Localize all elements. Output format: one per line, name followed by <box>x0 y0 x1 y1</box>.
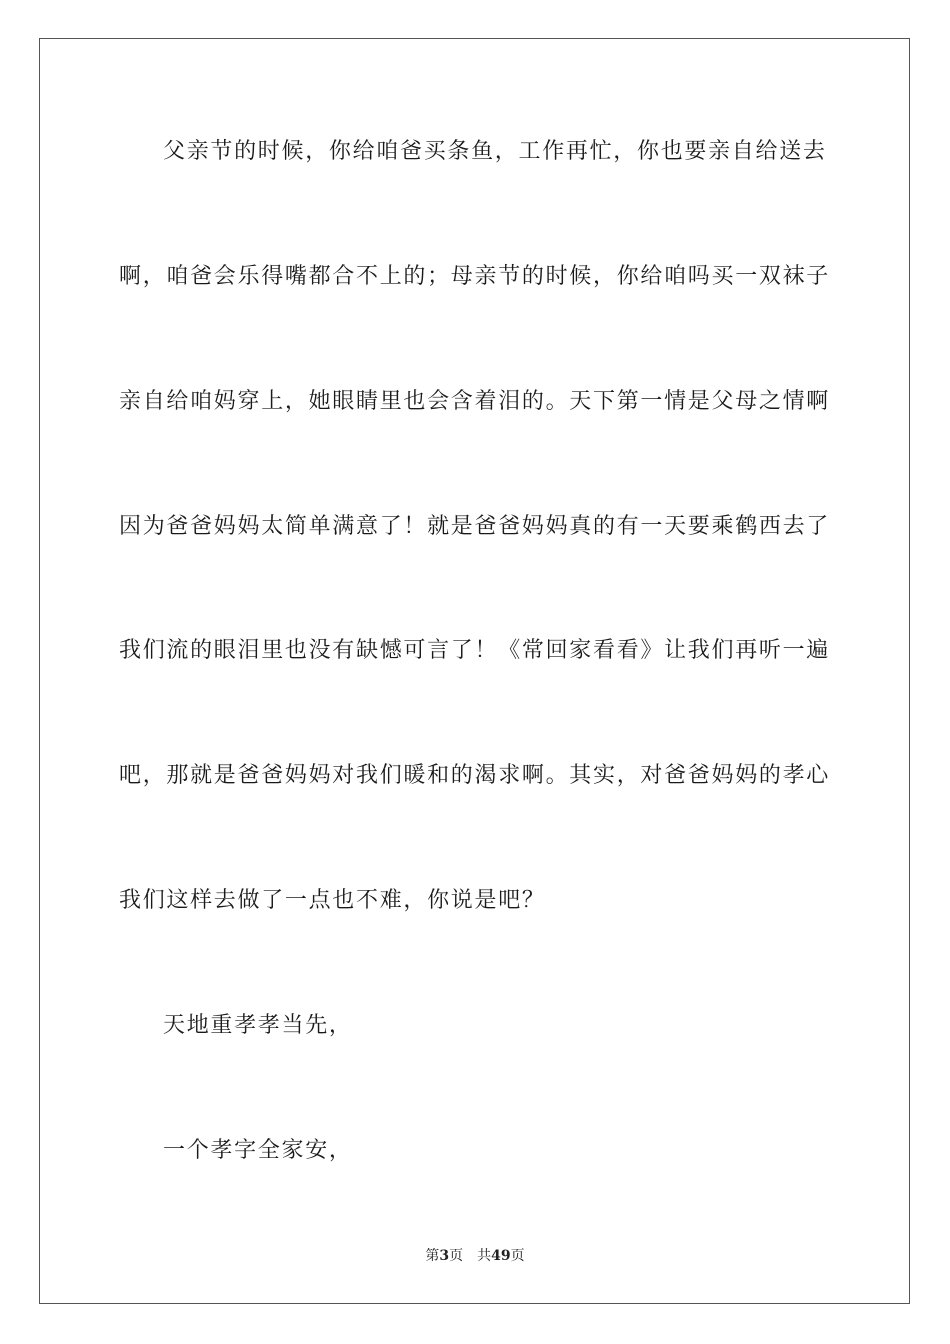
page-number: 3 <box>439 1248 450 1264</box>
paragraph-line-7: 我们这样去做了一点也不难，你说是吧？ <box>119 888 546 913</box>
paragraph-line-5: 我们流的眼泪里也没有缺憾可言了！《常回家看看》让我们再听一遍 <box>119 638 831 663</box>
page-footer <box>0 1247 950 1265</box>
page-suffix: 页 <box>449 1248 464 1264</box>
page-border <box>39 38 910 1304</box>
total-suffix: 页 <box>510 1248 525 1264</box>
paragraph-line-6: 吧，那就是爸爸妈妈对我们暖和的渴求啊。其实，对爸爸妈妈的孝心 <box>119 763 831 788</box>
paragraph-line-4: 因为爸爸妈妈太简单满意了！就是爸爸妈妈真的有一天要乘鹤西去了 <box>119 514 831 539</box>
paragraph-line-2: 啊，咱爸会乐得嘴都合不上的；母亲节的时候，你给咱吗买一双袜子 <box>119 264 831 289</box>
total-prefix: 共 <box>477 1248 492 1264</box>
total-pages: 49 <box>491 1248 511 1264</box>
paragraph-line-1: 父亲节的时候，你给咱爸买条鱼，工作再忙，你也要亲自给送去 <box>163 139 827 164</box>
verse-line-2: 一个孝字全家安， <box>163 1138 353 1163</box>
verse-line-1: 天地重孝孝当先， <box>163 1013 353 1038</box>
page-prefix: 第 <box>425 1248 440 1264</box>
paragraph-line-3: 亲自给咱妈穿上，她眼睛里也会含着泪的。天下第一情是父母之情啊 <box>119 389 831 414</box>
